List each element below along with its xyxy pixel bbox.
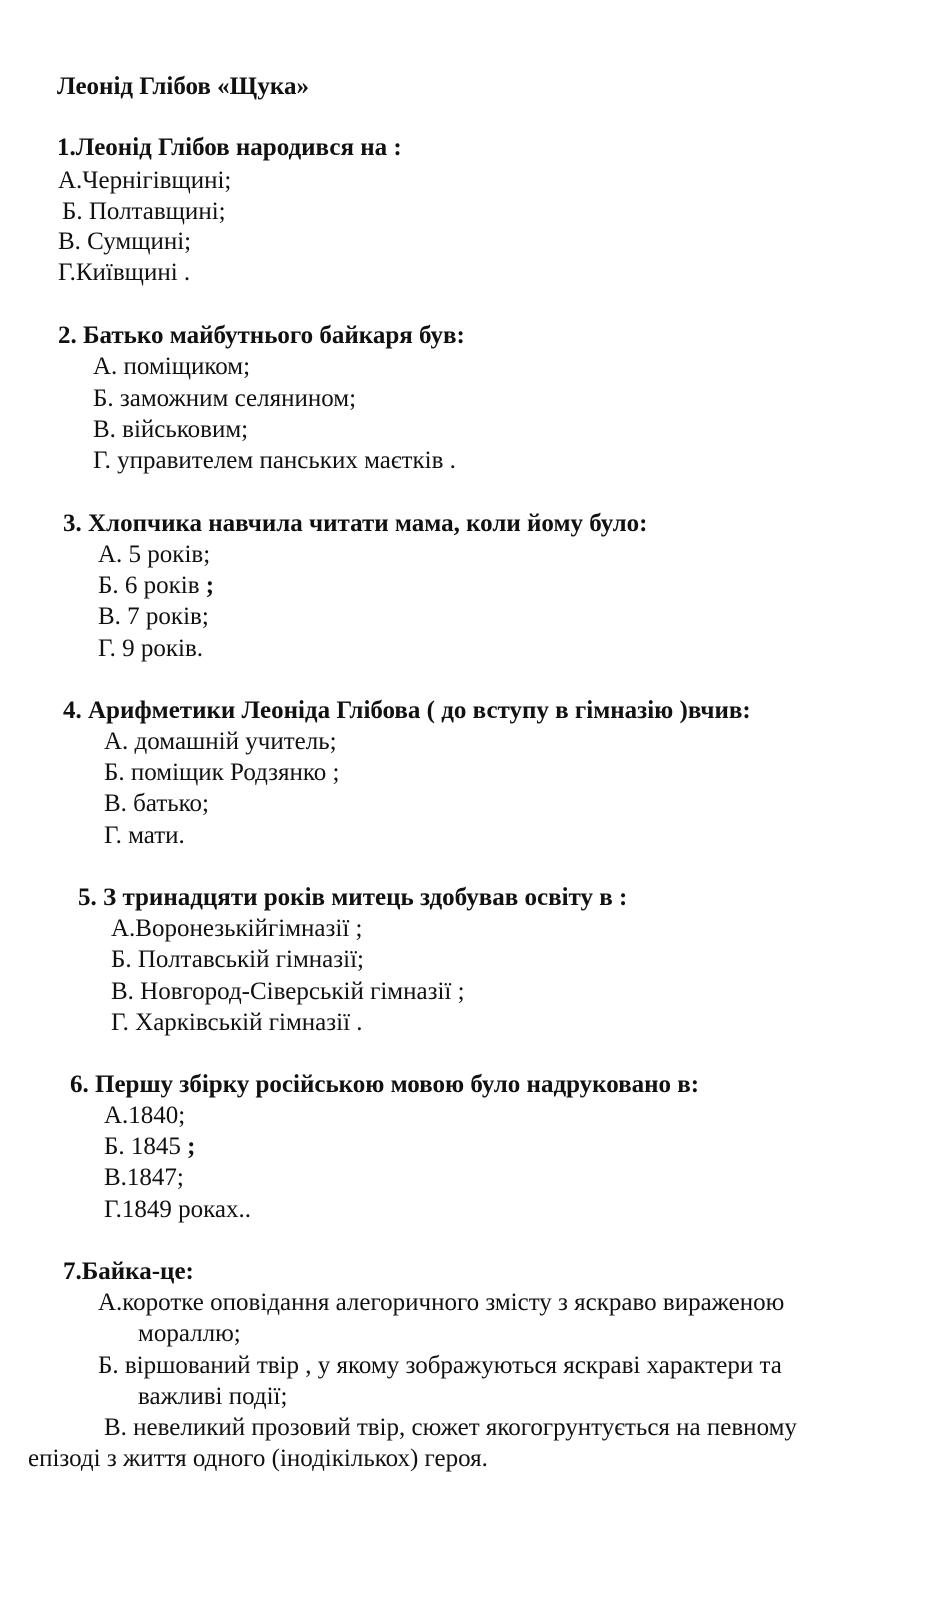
question-2-text: 2. Батько майбутнього байкаря був: [58,322,465,349]
question-3-option-b [98,571,214,601]
question-5-option-a: А.Воронезькійгімназії ; [111,915,363,942]
question-2-option-c: В. військовим; [93,416,249,443]
question-7-text: 7.Байка-це: [63,1258,194,1285]
question-4-option-c: В. батько; [104,790,209,817]
question-6-option-c: В.1847; [104,1164,184,1191]
question-1-option-d: Г.Київщині . [58,259,191,286]
question-3-option-d: Г. 9 років. [98,635,204,662]
question-3-text: 3. Хлопчика навчила читати мама, коли йому було: [63,510,648,537]
question-5-text: 5. З тринадцяти років митець здобував освіту в : [78,884,628,911]
question-6-option-b-text: Б. 1845 [104,1133,181,1160]
question-3-option-b-text: Б. 6 років [98,572,200,599]
question-7-option-b-line-2: важливі події; [138,1383,288,1410]
question-4-option-a: А. домашній учитель; [104,728,337,755]
question-6-option-d: Г.1849 роках.. [104,1196,251,1223]
question-3-option-b-semicolon: ; [205,572,215,599]
question-1-text: 1.Леонід Глібов народився на : [57,134,402,161]
document-title: Леонід Глібов «Щука» [57,73,309,100]
question-1-option-c: В. Сумщині; [58,228,192,255]
question-6-option-a: А.1840; [104,1102,186,1129]
question-7-option-c-line-2: епізоді з життя одного (інодікількох) героя. [28,1445,488,1472]
question-5-option-b: Б. Полтавській гімназії; [111,946,364,973]
question-6-option-b-semicolon: ; [187,1133,196,1160]
question-5-option-c: В. Новгород-Сіверській гімназії ; [111,978,465,1005]
question-3-option-a: А. 5 років; [98,541,211,568]
question-4-option-d: Г. мати. [104,822,185,849]
question-1-option-b: Б. Полтавщині; [62,198,226,225]
question-6-option-b [104,1132,195,1162]
question-3-option-c: В. 7 років; [98,603,209,630]
question-7-option-c-line-1: В. невеликий прозовий твір, сюжет якогогрунтується на певному [104,1414,797,1441]
question-7-option-a-line-1: А.коротке оповідання алегоричного змісту з яскраво вираженою [98,1289,785,1316]
question-4-text: 4. Арифметики Леоніда Глібова ( до вступу в гімназію )вчив: [63,697,751,724]
question-2-option-b: Б. заможним селянином; [93,385,357,412]
question-1-option-a: А.Чернігівщині; [58,167,232,194]
question-5-option-d: Г. Харківській гімназії . [111,1009,363,1036]
question-2-option-d: Г. управителем панських маєтків . [93,447,456,474]
question-7-option-b-line-1: Б. віршований твір , у якому зображуються яскраві характери та [98,1352,782,1379]
question-6-text: 6. Першу збірку російською мовою було надруковано в: [70,1071,700,1098]
question-7-option-a-line-2: мораллю; [138,1320,241,1347]
question-2-option-a: А. поміщиком; [93,353,251,380]
question-4-option-b: Б. поміщик Родзянко ; [104,759,340,786]
